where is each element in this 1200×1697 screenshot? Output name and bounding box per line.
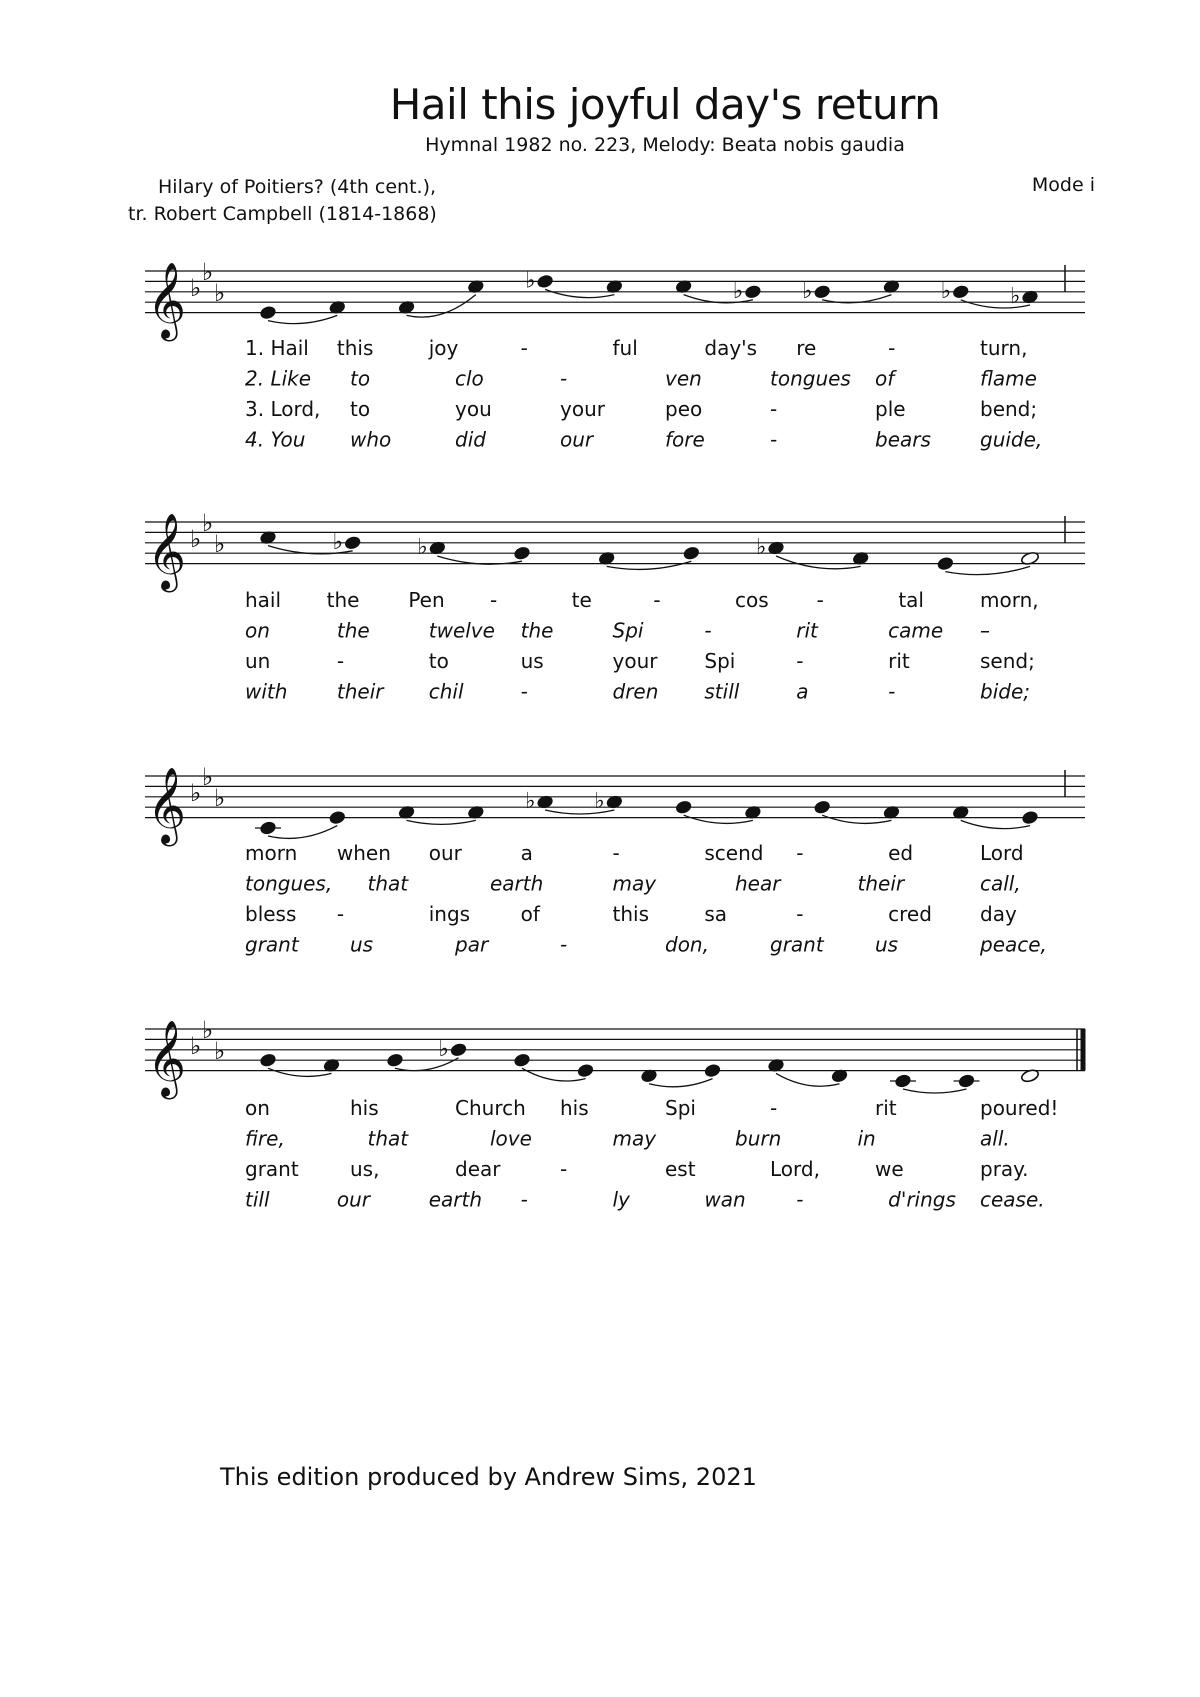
lyric-syllable: - [888, 336, 896, 360]
lyric-syllable: Spi [704, 649, 736, 673]
lyric-syllable: 3. Lord, [245, 397, 321, 421]
lyric-syllable: his [560, 1096, 589, 1120]
accidental-flat: ♭ [732, 278, 744, 304]
author-line-2: tr. Robert Campbell (1814-1868) [128, 203, 437, 225]
lyric-syllable: on [245, 1096, 270, 1120]
lyric-syllable: 4. You [245, 427, 306, 452]
edition-credit: This edition produced by Andrew Sims, 2021 [220, 1463, 757, 1491]
accidental-flat: ♭ [1010, 284, 1021, 309]
lyric-syllable: us [350, 932, 374, 957]
accidental-flat: ♭ [525, 789, 536, 814]
lyric-syllable: bless [245, 902, 297, 926]
flat-sign: ♭ [202, 763, 214, 792]
flat-sign: ♭ [202, 509, 214, 538]
treble-clef: 𝄞 [147, 766, 187, 844]
note-head [952, 285, 969, 299]
flat-sign: ♭ [190, 778, 202, 807]
lyric-syllable: don, [665, 932, 709, 957]
lyric-syllable: to [428, 649, 449, 673]
lyric-syllable: est [665, 1157, 696, 1181]
lyric-syllable: Pen [408, 588, 445, 612]
note-head [514, 546, 531, 560]
lyric-syllable: their [336, 679, 384, 704]
lyric-syllable: - [490, 588, 498, 612]
lyric-syllable: Lord [980, 841, 1024, 865]
flat-sign: ♭ [202, 1016, 214, 1045]
lyric-syllable: - [560, 366, 568, 391]
lyric-syllable: te [571, 588, 592, 612]
lyric-syllable: - [796, 902, 804, 926]
note-head [329, 811, 346, 825]
lyric-syllable: that [367, 1126, 409, 1151]
lyric-syllable: still [704, 679, 740, 704]
lyric-syllable: earth [428, 1187, 483, 1212]
flat-sign: ♭ [202, 258, 214, 287]
lyric-syllable: burn [735, 1126, 782, 1151]
lyric-syllable: we [875, 1157, 904, 1181]
lyric-syllable: call, [980, 871, 1021, 896]
lyric-syllable: - [816, 588, 824, 612]
treble-clef: 𝄞 [147, 261, 187, 339]
lyric-syllable: peo [665, 397, 703, 421]
lyric-syllable: of [520, 902, 540, 926]
note-head [260, 821, 277, 835]
lyric-syllable: d'rings [888, 1187, 956, 1212]
lyric-syllable: cos [735, 588, 769, 612]
lyric-syllable: a [520, 841, 533, 865]
lyric-syllable: Spi [612, 618, 644, 643]
slur [776, 556, 861, 569]
lyric-syllable: - [653, 588, 661, 612]
lyric-syllable: bide; [980, 679, 1030, 704]
lyric-syllable: ly [612, 1187, 630, 1212]
lyric-syllable: us, [350, 1157, 380, 1181]
lyric-syllable: you [455, 397, 492, 421]
lyric-syllable: - [520, 336, 528, 360]
flat-sign: ♭ [214, 279, 226, 307]
slur [649, 1079, 713, 1087]
accidental-flat: ♭ [332, 529, 344, 555]
note-head [537, 274, 554, 288]
lyric-syllable: re [796, 336, 817, 360]
lyric-syllable: in [857, 1126, 876, 1151]
note-head [683, 546, 700, 560]
lyric-syllable: cease. [980, 1187, 1045, 1212]
accidental-flat: ♭ [525, 268, 536, 294]
lyric-syllable: our [428, 841, 462, 865]
note-head [704, 1064, 721, 1078]
lyric-syllable: 2. Like [245, 366, 312, 391]
note-head [814, 285, 831, 299]
lyric-syllable: sa [704, 902, 728, 926]
lyric-syllable: - [560, 932, 568, 957]
lyric-syllable: - [770, 1096, 778, 1120]
lyric-syllable: your [560, 397, 605, 421]
lyric-syllable: to [350, 397, 371, 421]
slur [268, 1068, 332, 1076]
lyric-syllable: dear [455, 1157, 501, 1181]
lyric-syllable: - [560, 1157, 568, 1181]
note-head [260, 1053, 277, 1067]
lyric-syllable: – [980, 618, 990, 643]
lyric-syllable: Church [455, 1096, 526, 1120]
lyric-syllable: - [336, 649, 345, 673]
slur [903, 1089, 967, 1093]
note-head [260, 306, 277, 320]
slur [407, 295, 476, 318]
lyric-syllable: day [980, 902, 1017, 926]
lyric-syllable: who [350, 427, 392, 452]
lyric-syllable: send; [980, 649, 1035, 673]
slur [684, 815, 753, 823]
flat-sign: ♭ [214, 1037, 226, 1065]
slur [545, 289, 614, 297]
accidental-flat: ♭ [417, 535, 428, 560]
treble-clef: 𝄞 [147, 1019, 187, 1097]
lyric-syllable: - [770, 427, 778, 452]
lyric-syllable: - [796, 841, 804, 865]
lyric-syllable: - [796, 649, 804, 673]
lyric-syllable: tongues [770, 366, 851, 391]
lyric-syllable: this [612, 902, 649, 926]
note-head [895, 1074, 912, 1088]
lyric-syllable: your [612, 649, 658, 673]
lyric-syllable: the [326, 588, 360, 612]
lyric-syllable: may [612, 871, 657, 896]
lyric-syllable: till [245, 1187, 270, 1212]
note-head [450, 1043, 467, 1057]
lyric-syllable: scend [704, 841, 764, 865]
lyric-syllable: ful [612, 336, 638, 360]
lyric-syllable: clo [455, 366, 484, 391]
slur [776, 1073, 840, 1086]
note-head [387, 1053, 404, 1067]
hymn-subtitle: Hymnal 1982 no. 223, Melody: Beata nobis gaudia [425, 134, 905, 156]
lyric-syllable: guide, [980, 427, 1043, 452]
lyric-syllable: grant [245, 1157, 299, 1181]
note-head [675, 800, 692, 814]
hymn-title: Hail this joyful day's return [389, 80, 941, 129]
slur [407, 820, 476, 824]
lyric-syllable: - [796, 1187, 804, 1212]
note-head [577, 1064, 594, 1078]
note-head [745, 285, 762, 299]
lyric-syllable: the [336, 618, 370, 643]
slur [822, 295, 891, 303]
note-head [958, 1074, 975, 1088]
lyric-syllable: with [245, 679, 288, 704]
lyric-syllable: rit [796, 618, 818, 643]
lyric-syllable: - [704, 618, 712, 643]
lyric-syllable: of [875, 366, 895, 391]
lyric-syllable: the [520, 618, 554, 643]
lyric-syllable: morn, [980, 588, 1039, 612]
lyric-syllable: this [336, 336, 374, 360]
note-head [814, 800, 831, 814]
flat-sign: ♭ [214, 530, 226, 558]
lyric-syllable: came [888, 618, 944, 643]
lyric-syllable: - [770, 397, 778, 421]
note-head [937, 557, 954, 571]
accidental-flat: ♭ [802, 278, 813, 304]
lyric-syllable: ven [665, 366, 702, 391]
lyric-syllable: did [455, 427, 486, 452]
lyric-syllable: bears [875, 427, 931, 452]
note-head [1022, 811, 1039, 825]
lyric-syllable: us [520, 649, 544, 673]
lyric-syllable: rit [888, 649, 910, 673]
lyric-syllable: dren [612, 679, 659, 704]
lyric-syllable: morn [245, 841, 298, 865]
accidental-flat: ♭ [940, 278, 952, 304]
lyric-syllable: turn, [980, 336, 1028, 360]
slur [607, 561, 692, 569]
accidental-flat: ♭ [438, 1036, 449, 1062]
treble-clef: 𝄞 [147, 512, 187, 590]
lyric-syllable: ple [875, 397, 906, 421]
lyric-syllable: their [857, 871, 905, 896]
lyric-syllable: all. [980, 1126, 1010, 1151]
lyric-syllable: earth [490, 871, 544, 896]
flat-sign: ♭ [190, 273, 202, 302]
lyric-syllable: flame [980, 366, 1037, 391]
lyric-syllable: 1. Hail [245, 336, 309, 360]
lyric-syllable: rit [875, 1096, 897, 1120]
lyric-syllable: twelve [428, 618, 495, 643]
lyric-syllable: - [520, 679, 528, 704]
note-head [514, 1053, 531, 1067]
lyric-syllable: cred [888, 902, 932, 926]
lyric-syllable: poured! [980, 1096, 1059, 1120]
lyric-syllable: on [245, 618, 270, 643]
slur [268, 315, 337, 323]
lyric-syllable: - [612, 841, 620, 865]
lyric-syllable: day's [704, 336, 758, 360]
lyric-syllable: tongues, [245, 871, 333, 896]
lyric-syllable: his [350, 1096, 379, 1120]
lyric-syllable: Spi [665, 1096, 696, 1120]
mode-label: Mode i [1031, 174, 1095, 196]
lyric-syllable: hear [735, 871, 781, 896]
accidental-flat: ♭ [756, 535, 767, 560]
lyric-syllable: ings [428, 902, 471, 926]
lyric-syllable: that [367, 871, 409, 896]
lyric-syllable: un [245, 649, 271, 673]
lyric-syllable: Lord, [770, 1157, 820, 1181]
lyric-syllable: wan [704, 1187, 746, 1212]
lyric-syllable: ed [888, 841, 914, 865]
lyric-syllable: a [796, 679, 809, 704]
lyric-syllable: grant [245, 932, 299, 957]
author-line-1: Hilary of Poitiers? (4th cent.), [158, 176, 437, 198]
lyric-syllable: when [336, 841, 391, 865]
lyric-syllable: joy [428, 336, 459, 360]
flat-sign: ♭ [190, 1031, 202, 1060]
slur [822, 815, 891, 823]
lyric-syllable: peace, [980, 932, 1047, 957]
lyric-syllable: our [560, 427, 594, 452]
lyric-syllable: tal [898, 588, 924, 612]
lyric-syllable: pray. [980, 1157, 1029, 1181]
lyric-syllable: hail [245, 588, 282, 612]
accidental-flat: ♭ [594, 789, 605, 814]
flat-sign: ♭ [214, 784, 226, 812]
lyric-syllable: chil [428, 679, 464, 704]
lyric-syllable: bend; [980, 397, 1038, 421]
lyric-syllable: to [350, 366, 371, 391]
lyric-syllable: par [455, 932, 489, 957]
lyric-syllable: grant [770, 932, 824, 957]
lyric-syllable: our [336, 1187, 371, 1212]
lyric-syllable: may [612, 1126, 657, 1151]
lyric-syllable: - [888, 679, 896, 704]
note-head [344, 536, 361, 550]
lyric-syllable: us [875, 932, 899, 957]
lyric-syllable: love [490, 1126, 532, 1151]
slur [945, 566, 1030, 574]
slur [961, 820, 1030, 828]
lyric-syllable: - [336, 902, 345, 926]
lyric-syllable: fore [665, 427, 705, 452]
flat-sign: ♭ [190, 524, 202, 553]
slur [437, 556, 522, 564]
lyric-syllable: fire, [245, 1126, 285, 1151]
lyric-syllable: - [520, 1187, 528, 1212]
